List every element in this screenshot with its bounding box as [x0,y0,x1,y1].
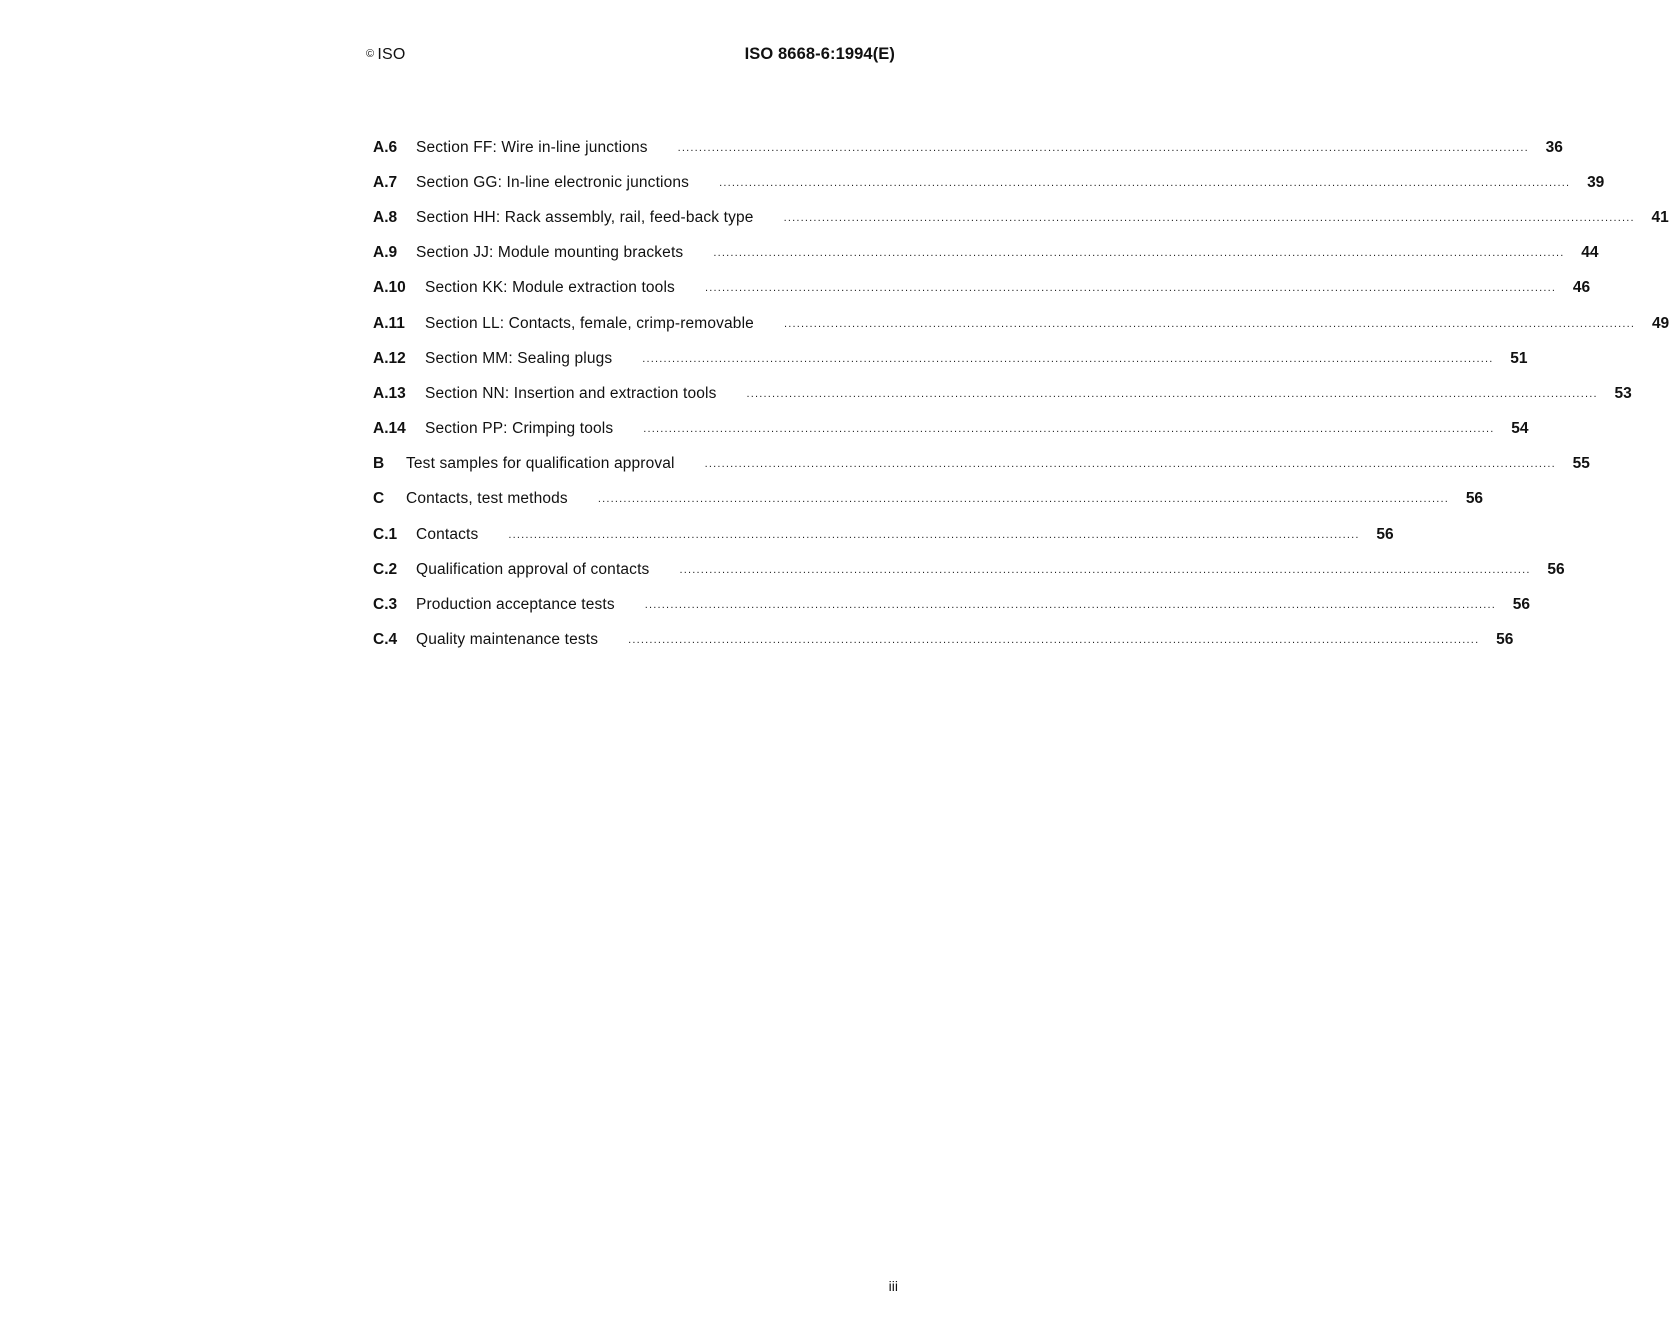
toc-entry-page: 41 [1651,208,1669,226]
toc-entry-number: A.11 [373,314,405,332]
toc-entry-a13[interactable] [373,376,1632,411]
toc-entry-page: 56 [1465,490,1484,508]
toc-leader-dots: ........................................................................................................................................................................................................ [628,634,1480,647]
toc-entry-title: Section FF: Wire in-line junctions [416,138,648,156]
toc-entry-page: 51 [1510,349,1528,367]
toc-entry-a7[interactable] [373,165,1605,200]
toc-entry-number: A.13 [373,384,406,402]
toc-entry-title: Qualification approval of contacts [416,560,650,578]
toc-entry-c[interactable] [373,482,1484,517]
toc-entry-a14[interactable] [373,412,1529,447]
toc-leader-dots: ........................................................................................................................................................................................................ [783,211,1635,224]
toc-entry-title: Section PP: Crimping tools [425,420,614,438]
toc-entry-title: Contacts, test methods [406,490,568,508]
toc-entry-page: 56 [1547,560,1565,578]
toc-entry-a11[interactable] [373,306,1669,341]
toc-entry-page: 56 [1496,631,1514,649]
table-of-contents [373,130,1669,658]
toc-leader-dots: ........................................................................................................................................................................................................ [679,563,1531,576]
toc-entry-c4[interactable] [373,623,1514,658]
toc-entry-number: C.4 [373,631,398,649]
standard-number: ISO 8668-6:1994(E) [744,45,895,63]
toc-leader-dots: ........................................................................................................................................................................................................ [719,176,1571,189]
toc-entry-page: 55 [1572,455,1590,473]
toc-leader-dots: ........................................................................................................................................................................................................ [746,387,1598,400]
toc-entry-number: C [373,490,385,508]
toc-entry-page: 46 [1572,279,1591,297]
toc-entry-page: 49 [1651,314,1669,332]
toc-entry-title: Test samples for qualification approval [406,455,675,473]
toc-leader-dots: ........................................................................................................................................................................................................ [597,493,1450,506]
toc-entry-title: Contacts [416,525,479,543]
toc-entry-number: A.10 [373,279,406,297]
toc-entry-a10[interactable] [373,271,1591,306]
copyright-org: ISO [377,46,406,63]
toc-leader-dots: ........................................................................................................................................................................................................ [704,458,1556,471]
toc-leader-dots: ........................................................................................................................................................................................................ [677,141,1529,154]
toc-entry-number: C.3 [373,596,398,614]
toc-entry-title: Section KK: Module extraction tools [425,279,675,297]
toc-leader-dots: ........................................................................................................................................................................................................ [642,352,1494,365]
toc-leader-dots: ........................................................................................................................................................................................................ [643,423,1495,436]
toc-entry-title: Section GG: In-line electronic junctions [416,173,690,191]
toc-entry-page: 44 [1581,244,1599,262]
toc-entry-number: A.12 [373,349,406,367]
toc-entry-page: 56 [1512,596,1531,614]
toc-entry-page: 53 [1614,384,1632,402]
toc-entry-number: C.1 [373,525,398,543]
toc-entry-number: B [373,455,385,473]
toc-entry-title: Production acceptance tests [416,596,615,614]
toc-entry-number: A.14 [373,420,406,438]
toc-leader-dots: ........................................................................................................................................................................................................ [704,282,1557,295]
toc-entry-a12[interactable] [373,341,1528,376]
toc-entry-number: A.9 [373,244,398,262]
toc-entry-title: Section MM: Sealing plugs [425,349,613,367]
toc-leader-dots: ........................................................................................................................................................................................................ [783,317,1636,330]
toc-entry-title: Section HH: Rack assembly, rail, feed-back type [416,208,754,226]
toc-entry-page: 54 [1511,420,1529,438]
toc-entry-title: Section LL: Contacts, female, crimp-removable [425,314,754,332]
toc-entry-c3[interactable] [373,587,1531,622]
toc-entry-title: Quality maintenance tests [416,631,599,649]
toc-entry-number: A.8 [373,208,398,226]
toc-entry-c1[interactable] [373,517,1394,552]
toc-entry-a9[interactable] [373,236,1599,271]
toc-entry-a6[interactable] [373,130,1563,165]
toc-entry-number: A.7 [373,173,398,191]
toc-entry-number: C.2 [373,560,398,578]
toc-entry-b[interactable] [373,447,1590,482]
toc-leader-dots: ........................................................................................................................................................................................................ [508,528,1360,541]
toc-entry-number: A.6 [373,138,398,156]
toc-entry-c2[interactable] [373,552,1565,587]
toc-leader-dots: ........................................................................................................................................................................................................ [644,599,1497,612]
toc-leader-dots: ........................................................................................................................................................................................................ [713,247,1565,260]
toc-entry-page: 39 [1587,173,1605,191]
toc-entry-title: Section NN: Insertion and extraction tools [425,384,717,402]
toc-entry-page: 56 [1376,525,1394,543]
toc-entry-a8[interactable] [373,200,1669,235]
page-number: iii [888,1278,898,1294]
toc-entry-title: Section JJ: Module mounting brackets [416,244,684,262]
toc-entry-page: 36 [1545,138,1563,156]
header-copyright [366,46,405,64]
copyright-symbol: © [366,48,375,60]
